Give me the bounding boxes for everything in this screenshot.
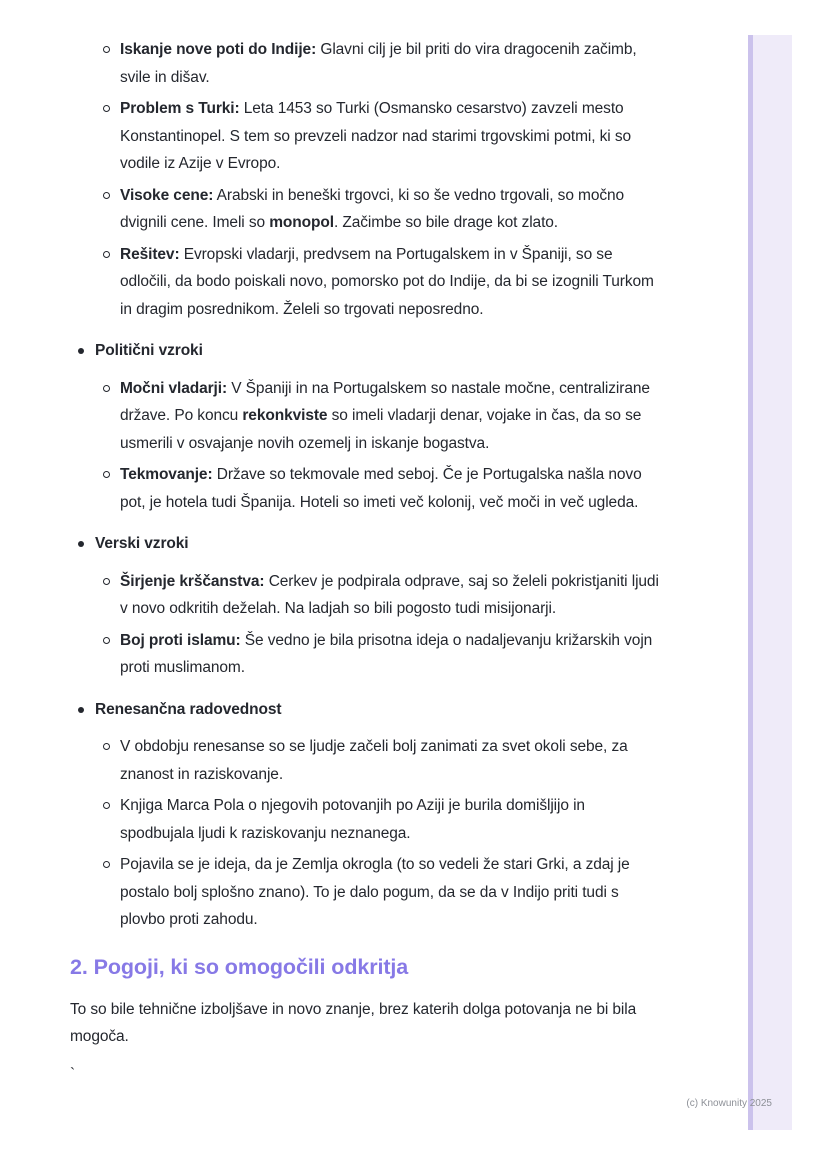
bullet-marker (95, 182, 120, 199)
list-item-text: Pojavila se je ideja, da je Zemlja okrogla (to so vedeli že stari Grki, a zdaj je postalo bolj splošno znano). To je dalo pogum, da se da v Indijo priti tudi s plovbo proti zahodu. (120, 856, 630, 928)
list-item-text: Boj proti islamu: Še vedno je bila prisotna ideja o nadaljevanju križarskih vojn proti muslimanom. (120, 631, 653, 676)
list-item (95, 375, 662, 458)
circle-bullet-icon (103, 861, 110, 868)
list-item-text: Knjiga Marca Pola o njegovih potovanjih po Aziji je burila domišljijo in spodbujala ljudi k raziskovanju neznanega. (120, 797, 585, 842)
circle-bullet-icon (103, 192, 110, 199)
list-item-label: Politični vzroki (95, 342, 203, 359)
list-item (95, 36, 662, 91)
sub-list (70, 568, 662, 682)
circle-bullet-icon (103, 637, 110, 644)
intro-paragraph: To so bile tehnične izboljšave in novo znanje, brez katerih dolga potovanja ne bi bila mogoča. (70, 1000, 637, 1045)
document-content (70, 36, 662, 1088)
stray-backtick: ` (70, 1065, 76, 1083)
list-item-top (70, 337, 662, 365)
list-item (95, 461, 662, 516)
circle-bullet-icon (103, 802, 110, 809)
bullet-marker (70, 530, 95, 547)
bullet-marker (95, 461, 120, 478)
sub-list (70, 375, 662, 517)
bullet-marker (95, 851, 120, 868)
disc-bullet-icon (78, 541, 84, 547)
disc-bullet-icon (78, 348, 84, 354)
footer-copyright: (c) Knowunity 2025 (686, 1098, 772, 1109)
list-item (95, 182, 662, 237)
list-item-text: Tekmovanje: Države so tekmovale med seboj. Če je Portugalska našla novo pot, je hotela tudi Španija. Hoteli so imeti več kolonij, več moči in več ugleda. (120, 466, 642, 511)
circle-bullet-icon (103, 385, 110, 392)
sub-list (70, 733, 662, 934)
bullet-marker (95, 241, 120, 258)
list-item-label: Verski vzroki (95, 535, 189, 552)
bullet-marker (95, 568, 120, 585)
list-item (95, 851, 662, 934)
disc-bullet-icon (78, 707, 84, 713)
list-item-text: Močni vladarji: V Španiji in na Portugalskem so nastale močne, centralizirane države. Po koncu rekonkviste so imeli vladarji denar, vojake in čas, da so se usmerili v osvajanje novih ozemelj in iskanje bogastva. (120, 379, 650, 452)
section-heading: 2. Pogoji, ki so omogočili odkritja (70, 954, 409, 979)
list-item-top (70, 530, 662, 558)
bullet-marker (95, 95, 120, 112)
bullet-marker (95, 375, 120, 392)
list-item-text: Visoke cene: Arabski in beneški trgovci, ki so še vedno trgovali, so močno dvignili cene. Imeli so monopol. Začimbe so bile drage kot zlato. (120, 186, 625, 231)
list-item (95, 241, 662, 324)
list-item-text: V obdobju renesanse so se ljudje začeli bolj zanimati za svet okoli sebe, za znanost in raziskovanje. (120, 738, 628, 783)
list-item-text: Rešitev: Evropski vladarji, predvsem na Portugalskem in v Španiji, so se odločili, da bodo poiskali novo, pomorsko pot do Indije, da bi se izognili Turkom in dragim posrednikom. Želeli so trgovati neposredno. (120, 245, 654, 318)
circle-bullet-icon (103, 743, 110, 750)
circle-bullet-icon (103, 471, 110, 478)
list-item (95, 627, 662, 682)
bullet-marker (70, 337, 95, 354)
circle-bullet-icon (103, 251, 110, 258)
list-item (95, 733, 662, 788)
list-item-text: Problem s Turki: Leta 1453 so Turki (Osmansko cesarstvo) zavzeli mesto Konstantinopel. S tem so prevzeli nadzor nad starimi trgovskimi potmi, ki so vodile iz Azije v Evropo. (120, 100, 632, 172)
circle-bullet-icon (103, 105, 110, 112)
bullet-marker (95, 733, 120, 750)
bullet-marker (95, 36, 120, 53)
list-item (95, 95, 662, 178)
bullet-marker (70, 696, 95, 713)
circle-bullet-icon (103, 578, 110, 585)
list-item-label: Renesančna radovednost (95, 700, 282, 718)
list-item-top (70, 696, 662, 724)
list-item (95, 568, 662, 623)
list-item-text: Iskanje nove poti do Indije: Glavni cilj je bil priti do vira dragocenih začimb, svile in dišav. (120, 41, 637, 86)
list-item (95, 792, 662, 847)
circle-bullet-icon (103, 46, 110, 53)
page-edge-bar (748, 35, 792, 1130)
bullet-marker (95, 627, 120, 644)
bullet-marker (95, 792, 120, 809)
list-item-text: Širjenje krščanstva: Cerkev je podpirala odprave, saj so želeli pokristjaniti ljudi v novo odkritih deželah. Na ladjah so bili pogosto tudi misijonarji. (120, 572, 659, 617)
